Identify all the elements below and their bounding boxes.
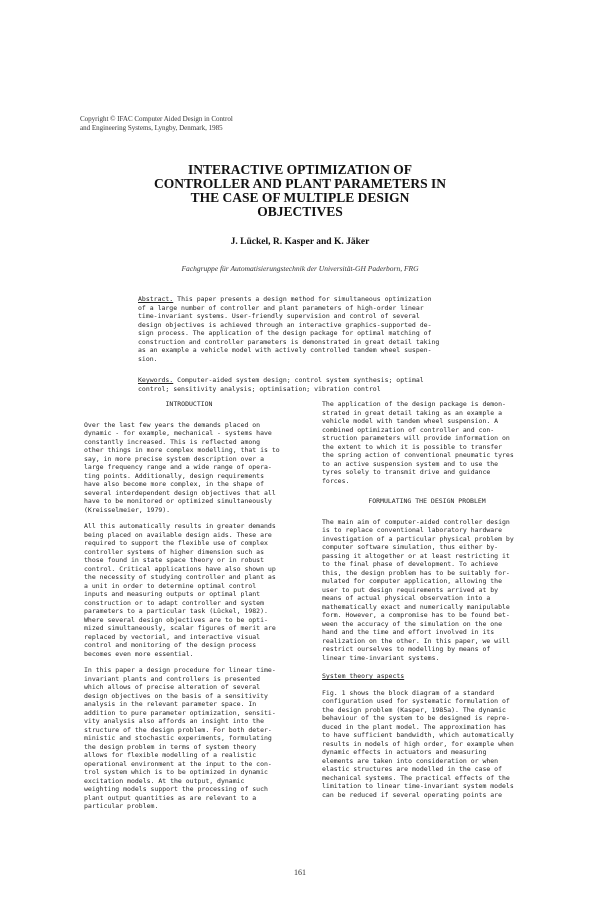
text-line: ting points. Additionally, design requirements: [84, 471, 265, 480]
text-line: ministic and stochastic experiments, formulating: [84, 734, 272, 742]
text-line: mechanical systems. The practical effects of the: [322, 773, 510, 782]
right-column: [322, 400, 532, 807]
text-line: means of actual physical observation into a: [322, 594, 491, 602]
abstract-line: [138, 295, 533, 304]
keywords-line: [138, 376, 533, 385]
text-line: controller systems of higher dimension such as: [84, 547, 265, 556]
application-paragraph: [322, 400, 532, 485]
text-line: which allows of precise alteration of several: [84, 683, 261, 691]
text-line: form. However, a compromise has to be found bet-: [322, 611, 510, 619]
text-line: constantly increased. This is reflected among: [84, 437, 261, 446]
abstract-line: of a large number of controller and plant parameters of high-order linear: [138, 303, 424, 312]
text-line: vity analysis also affords an insight into the: [84, 717, 265, 725]
text-line: required to support the flexible use of complex: [84, 539, 268, 547]
text-line: large frequency range and a wide range of opera-: [84, 463, 272, 471]
abstract-line: construction and controller parameters is demonstrated in great detail taking: [138, 337, 440, 346]
text-line: have also become more complex, in the shape of: [84, 480, 265, 488]
left-column: [84, 400, 294, 819]
text-line: dynamic - for example, mechanical - systems have: [84, 429, 272, 437]
text-line: design objectives on the basis of a sensitivity: [84, 691, 268, 700]
copyright-line: and Engineering Systems, Lyngby, Denmark, 1985: [80, 124, 223, 132]
text-line: plant output quantities as are relevant to a: [84, 793, 257, 802]
introduction-paragraph-1: [84, 421, 294, 515]
text-line: realization on the other. In this paper, we will: [322, 636, 510, 645]
text-line: addition to pure parameter optimization, sensiti-: [84, 708, 276, 717]
text-line: combined optimization of controller and con-: [322, 425, 495, 434]
text-line: particular problem.: [84, 802, 159, 810]
text-line: The main aim of computer-aided controller design: [322, 517, 510, 526]
text-line: trol system which is to be optimized in dynamic: [84, 768, 268, 776]
text-line: excitation models. At the output, dynamic: [84, 776, 245, 785]
abstract-text: This paper presents a design method for simultaneous optimization: [177, 295, 432, 303]
copyright-notice: [80, 115, 340, 133]
text-line: ween the accuracy of the simulation on the one: [322, 619, 503, 628]
text-line: Over the last few years the demands placed on: [84, 420, 261, 429]
section-heading-formulating: FORMULATING THE DESIGN PROBLEM: [368, 497, 486, 505]
title-line: CONTROLLER AND PLANT PARAMETERS IN: [153, 176, 447, 191]
keywords-text: Computer-aided system design; control system synthesis; optimal: [177, 376, 424, 384]
text-line: strated in great detail taking as an example a: [322, 408, 503, 417]
keywords-label: Keywords.: [138, 376, 174, 384]
text-line: allows for flexible modelling of a realistic: [84, 751, 257, 759]
text-line: being placed on available design aids. These are: [84, 530, 272, 539]
title-line: INTERACTIVE OPTIMIZATION OF: [187, 162, 413, 177]
text-line: limitation to linear time-invariant system models: [322, 782, 514, 790]
authors: J. Lückel, R. Kasper and K. Jäker: [230, 237, 370, 247]
abstract-line: sign process. The application of the design package for optimal matching of: [138, 329, 432, 337]
text-line: weighting models support the processing of such: [84, 785, 268, 793]
text-line: other things in more complex modelling, that is to: [84, 446, 280, 454]
text-line: a unit in order to determine optimal control: [84, 581, 257, 590]
subsection-heading-system-theory: System theory aspects: [322, 672, 405, 680]
text-line: tyres solely to transmit drive and guidance: [322, 468, 491, 476]
text-line: analysis in the relevant parameter space. In: [84, 700, 257, 708]
text-line: forces.: [322, 476, 350, 485]
page-number: 161: [294, 868, 306, 877]
text-line: inputs and measuring outputs or optimal plant: [84, 590, 261, 598]
affiliation: Fachgruppe für Automatisierungstechnik der Universität-GH Paderborn, FRG: [181, 264, 419, 273]
text-line: is to replace conventional laboratory hardware: [322, 526, 503, 534]
text-line: Where several design objectives are to be opti-: [84, 615, 268, 624]
text-line: parameters to a particular task (Lückel, 1982).: [84, 607, 268, 615]
text-line: several interdependent design objectives that all: [84, 488, 276, 497]
text-line: say, in more precise system description over a: [84, 454, 265, 463]
abstract-line: design objectives is achieved through an interactive graphics-supported de-: [138, 320, 432, 329]
text-line: struction parameters will provide information on: [322, 434, 510, 442]
paper-title: [120, 163, 480, 219]
text-line: to the final phase of development. To achieve: [322, 560, 499, 568]
text-line: replaced by vectorial, and interactive visual: [84, 632, 261, 641]
formulating-paragraph: [322, 518, 532, 663]
text-line: The application of the design package is demon-: [322, 400, 506, 408]
text-line: the spring action of conventional pneumatic tyres: [322, 451, 514, 459]
text-line: restrict ourselves to modelling by means of: [322, 645, 491, 653]
text-line: mathematically exact and numerically manipulable: [322, 602, 510, 611]
text-line: construction or to adapt controller and system: [84, 598, 265, 607]
text-line: operational environment at the input to the con-: [84, 759, 272, 768]
text-line: mized simultaneously, scalar figures of merit are: [84, 624, 276, 632]
text-line: configuration used for systematic formulation of: [322, 697, 510, 705]
text-line: duced in the plant model. The approximation has: [322, 722, 506, 731]
text-line: control and monitoring of the design process: [84, 641, 257, 649]
text-line: the necessity of studying controller and plant as: [84, 573, 276, 581]
text-line: can be reduced if several operating points are: [322, 790, 503, 799]
abstract-line: sion.: [138, 354, 158, 363]
text-line: elements are taken into consideration or when: [322, 756, 499, 765]
text-line: the extent to which it is possible to transfer: [322, 442, 503, 451]
section-heading-introduction: INTRODUCTION: [165, 400, 213, 408]
text-line: have to be monitored or optimized simultaneously: [84, 497, 272, 505]
text-line: elastic structures are modelled in the case of: [322, 765, 503, 773]
introduction-paragraph-2: [84, 522, 294, 658]
abstract-label: Abstract.: [138, 295, 174, 303]
text-line: dynamic effects in actuators and measuring: [322, 748, 487, 756]
text-line: the design problem in terms of system theory: [84, 742, 257, 751]
text-line: user to put design requirements arrived at by: [322, 585, 499, 594]
text-line: invariant plants and controllers is presented: [84, 674, 261, 683]
text-line: All this automatically results in greater demands: [84, 522, 276, 530]
text-line: passing it altogether or at least restricting it: [322, 551, 510, 560]
system-theory-paragraph: [322, 689, 532, 800]
text-line: (Kreisselmeier, 1979).: [84, 505, 171, 514]
text-line: to have sufficient bandwidth, which automatically: [322, 731, 514, 739]
keywords: [138, 376, 533, 393]
text-line: to an active suspension system and to use the: [322, 459, 499, 468]
abstract-line: as an example a vehicle model with actively controlled tandem wheel suspen-: [138, 346, 432, 354]
text-line: Fig. 1 shows the block diagram of a standard: [322, 688, 495, 697]
text-line: behaviour of the system to be designed is repre-: [322, 714, 510, 722]
introduction-paragraph-3: [84, 666, 294, 811]
keywords-line: control; sensitivity analysis; optimisation; vibration control: [138, 384, 381, 393]
text-line: structure of the design problem. For both deter-: [84, 725, 272, 734]
text-line: linear time-invariant systems.: [322, 653, 440, 662]
text-line: those found in state space theory or in robust: [84, 556, 265, 564]
text-line: In this paper a design procedure for linear time-: [84, 666, 276, 674]
text-line: control. Critical applications have also shown up: [84, 564, 276, 573]
text-line: investigation of a particular physical problem by: [322, 534, 514, 543]
text-line: computer software simulation, thus either by-: [322, 543, 499, 551]
abstract: [138, 295, 533, 363]
abstract-line: time-invariant systems. User-friendly supervision and control of several: [138, 312, 420, 320]
text-line: vehicle model with tandem wheel suspension. A: [322, 417, 499, 425]
text-line: the design problem (Kasper, 1985a). The dynamic: [322, 705, 506, 714]
copyright-line: Copyright © IFAC Computer Aided Design in Control: [80, 115, 233, 123]
text-line: hand and the time and effort involved in its: [322, 628, 495, 636]
text-line: results in models of high order, for example when: [322, 739, 514, 748]
text-line: this, the design problem has to be suitably for-: [322, 568, 510, 577]
title-line: OBJECTIVES: [257, 204, 343, 219]
text-line: mulated for computer application, allowing the: [322, 577, 503, 585]
text-line: becomes even more essential.: [84, 649, 194, 658]
title-line: THE CASE OF MULTIPLE DESIGN: [190, 190, 410, 205]
